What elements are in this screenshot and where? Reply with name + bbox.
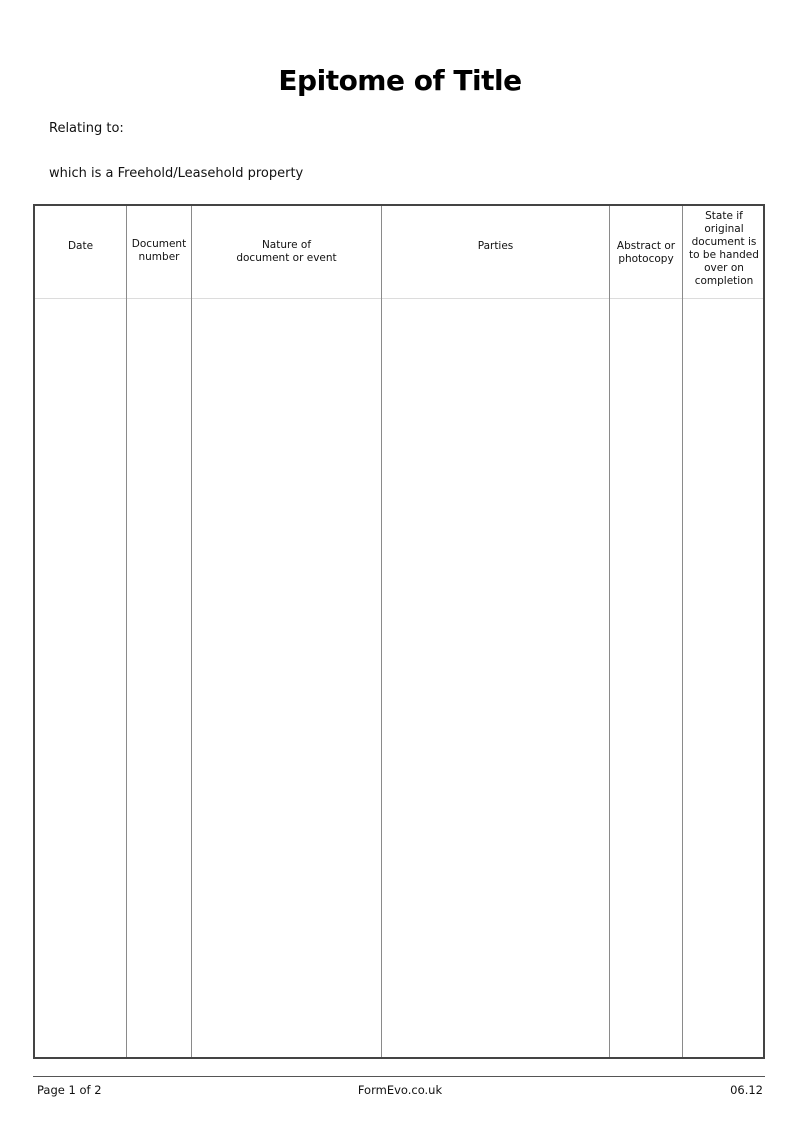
column-header-date: Date (67, 240, 94, 252)
date-column (35, 206, 126, 1057)
column-header-abstract: Abstract or photocopy (616, 240, 676, 265)
abstract-column (609, 206, 682, 1057)
footer-divider (33, 1076, 765, 1077)
parties-column (381, 206, 609, 1057)
form-version: 06.12 (730, 1083, 763, 1097)
column-header-document-number: Document number (131, 238, 187, 263)
column-header-parties: Parties (477, 240, 514, 252)
relating-to-label: Relating to: (49, 121, 124, 136)
property-tenure-line: which is a Freehold/Leasehold property (49, 166, 304, 181)
footer-site: FormEvo.co.uk (357, 1083, 443, 1097)
document-number-column (126, 206, 191, 1057)
page-number: Page 1 of 2 (37, 1083, 102, 1097)
epitome-table (33, 204, 765, 1059)
page-title: Epitome of Title (278, 64, 522, 97)
handover-state-column (682, 206, 765, 1057)
column-header-handover-state: State if original document is to be handed over on completion (689, 210, 759, 287)
nature-column (191, 206, 381, 1057)
column-header-nature: Nature of document or event (236, 239, 337, 264)
